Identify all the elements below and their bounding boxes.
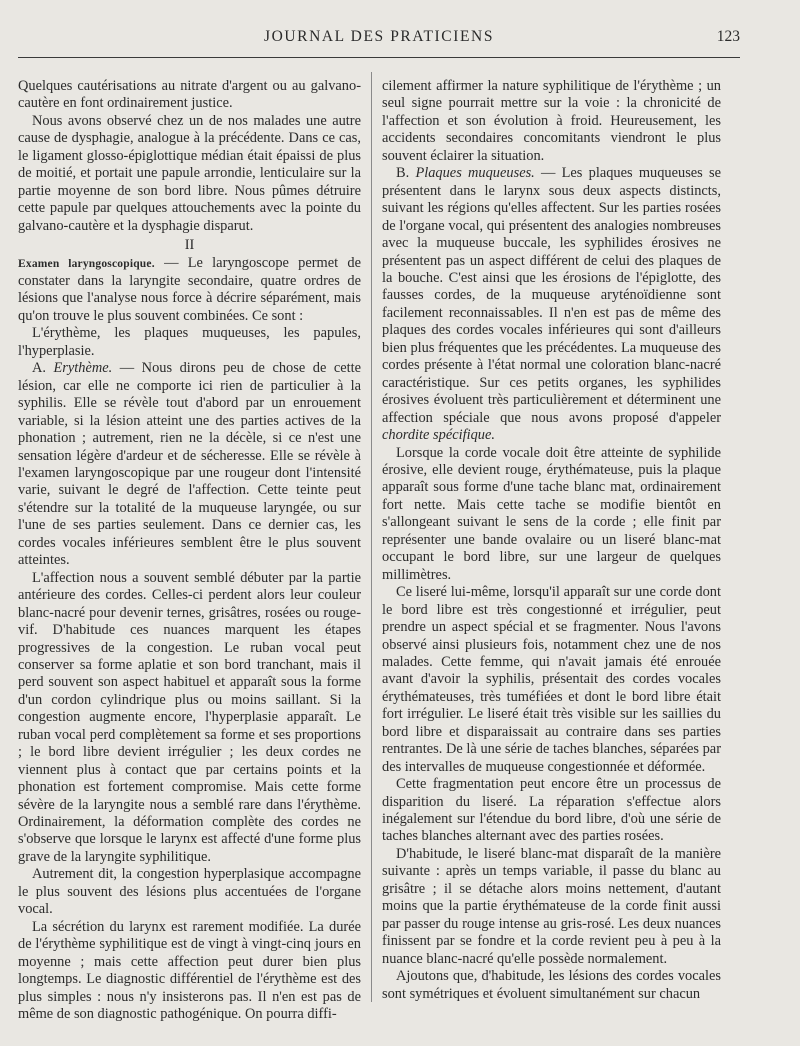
paragraph: Ajoutons que, d'habitude, les lésions des cordes vocales sont symétriques et évoluent simultanément sur chacun [382, 968, 721, 1002]
subsection-letter: B. [396, 165, 416, 182]
paragraph: La sécrétion du larynx est rarement modifiée. La durée de l'érythème syphilitique est de vingt à vingt-cinq jours en moyenne ; mais cette affection peut durer bien plus longtemps. Le diagnostic différentiel de l'érythème est des plus simples : nous n'y insisterons pas. Il n'en est pas de même de son diagnostic pathogénique. On pourra diffi- [18, 918, 361, 1023]
italic-term: chordite spécifique. [382, 427, 495, 444]
paragraph: Nous avons observé chez un de nos malades une autre cause de dysphagie, analogue à la précédente. Dans ce cas, le ligament glosso-épiglottique médian était épaissi de plus de moitié, et portait une papule arrondie, lenticulaire sur la partie moyenne de son bord libre. Nous pûmes détruire cette papule par quelques attouchements avec la pointe du galvano-cautère et la dysphagie disparut. [18, 112, 361, 234]
page-number: 123 [716, 28, 740, 45]
right-column [382, 78, 721, 1003]
header-rule [18, 57, 740, 58]
subsection-letter: A. [32, 360, 54, 377]
paragraph: Autrement dit, la congestion hyperplasique accompagne le plus souvent des lésions plus accentuées de l'organe vocal. [18, 866, 361, 918]
subsection-title: Erythème. [53, 360, 113, 377]
paragraph: Lorsque la corde vocale doit être atteinte de syphilide érosive, elle devient rouge, érythémateuse, puis la plaque apparaît sous forme d'une tache blanc mat, ordinairement fort nette. Mais cette tache se modifie bientôt en s'allongeant suivant le sens de la corde ; elle finit par représenter une bande ovalaire ou un liseré blanc-mat occupant le bord libre, sur une largeur de quelques millimètres. [382, 444, 721, 583]
paragraph [18, 360, 361, 569]
paragraph: cilement affirmer la nature syphilitique de l'érythème ; un seul signe pourrait mettre sur la voie : la chronicité de l'affection et son évolution à froid. Heureusement, les accidents secondaires concomitants viendront le plus souvent éclairer la situation. [382, 78, 721, 164]
subsection-title: Plaques muqueuses. [415, 165, 535, 182]
section-heading: Examen laryngoscopique. [18, 257, 155, 270]
paragraph-text: — Nous dirons peu de chose de cette lésion, car elle ne comporte ici rien de particulier à la syphilis. Elle se révèle tout d'abord par un enrouement variable, si la lésion atteint une des parties actives de la phonation ; autrement, rien ne la décèle, si ce n'est une sensation légère d'ardeur et de sécheresse. Elle se révèle à l'examen laryngoscopique par une rougeur dont l'intensité varie, suivant le degré de l'affection. Cette teinte peut s'étendre sur la totalité de la muqueuse laryngée, ou sur l'une de ses parties seulement. Dans ce dernier cas, les cordes vocales inférieures semblent être le plus souvent atteintes. [18, 360, 361, 569]
paragraph: L'érythème, les plaques muqueuses, les papules, l'hyperplasie. [18, 325, 361, 359]
paragraph: D'habitude, le liseré blanc-mat disparaît de la manière suivante : après un temps variable, il passe du blanc au grisâtre ; il se détache alors moins nettement, d'autant moins que la partie érythémateuse de la corde finit aussi par passer du rouge intense au gris-rosé. Les deux nuances finissent par se fondre et la corde revient peu à peu à la nuance blanc-nacré qu'elle possède normalement. [382, 845, 721, 967]
paragraph: Ce liseré lui-même, lorsqu'il apparaît sur une corde dont le bord libre est très congestionné et irrégulier, peut prendre un aspect spécial et se fragmenter. Nous l'avons observé ainsi plusieurs fois, notamment chez une de nos malades. Cette femme, qui n'avait jamais été enrouée avant d'avoir la syphilis, présentait des cordes vocales érythémateuses, très tuméfiées et dont le bord libre était fort irrégulier. Le liseré était très visible sur les saillies du bord libre et disparaissait au contraire dans ses parties rentrantes. De là une série de taches blanches, séparées par des intervalles de muqueuse congestionnée et déformée. [382, 584, 721, 775]
paragraph: Quelques cautérisations au nitrate d'argent ou au galvano-cautère en font ordinairement justice. [18, 78, 361, 112]
paragraph: Cette fragmentation peut encore être un processus de disparition du liseré. La réparation s'effectue alors inégalement sur l'étendue du bord libre, d'où une série de taches blanches alternant avec des parties rosées. [382, 776, 721, 845]
page-header [18, 28, 740, 50]
journal-title: JOURNAL DES PRATICIENS [263, 28, 495, 45]
paragraph [382, 165, 721, 444]
paragraph-text: — Le laryngoscope permet de constater dans la laryngite secondaire, quatre ordres de lésions que l'analyse nous force à décrire séparément, mais qu'on trouve le plus souvent combinées. Ce sont : [18, 254, 361, 324]
paragraph: L'affection nous a souvent semblé débuter par la partie antérieure des cordes. Celles-ci perdent alors leur couleur blanc-nacré pour devenir ternes, grisâtres, rosées ou rouge-vif. D'habitude ces nuances marquent les étapes progressives de la congestion. Le ruban vocal peut conserver sa forme aplatie et son bord tranchant, mais il perd souvent son aspect habituel et apparaît sous la forme d'un cordon cylindrique plus ou moins saillant. Si la congestion augmente encore, l'hyperplasie apparaît. Le ruban vocal perd complètement sa forme et ses proportions ; le bord libre devient irrégulier ; les deux cordes ne viennent plus à contact que par certains points et la phonation est fortement compromise. Mais cette forme sévère de la laryngite nous a semblé rare dans l'érythème. Ordinairement, la déformation complète des cordes ne s'observe que lorsque le larynx est affecté d'une forme plus grave de la laryngite syphilitique. [18, 569, 361, 865]
section-number: II [184, 237, 195, 254]
paragraph-text: — Les plaques muqueuses se présentent dans le larynx sous deux aspects distincts, suivant les régions qu'elles affectent. Sur les parties rosées de l'organe vocal, qui présentent des analogies nombreuses avec la muqueuse buccale, les syphilides érosives ne présentent pas un aspect différent de celui des plaques de la bouche. C'est ainsi que les érosions de l'épiglotte, des fausses cordes, de la muqueuse aryténoïdienne sont facilement reconnaissables. Il n'en est pas de même des plaques des cordes vocales inférieures qui sont d'ailleurs bien plus fréquentes que les précédentes. La muqueuse des cordes présente à l'état normal une coloration blanc-nacré caractéristique. Sur ces petits organes, les syphilides érosives évoluent très particulièrement et déterminent une affection spéciale que nous avons proposé d'appeler [382, 165, 721, 426]
left-column [18, 78, 361, 1023]
column-divider [371, 72, 372, 1002]
paragraph [18, 255, 361, 326]
